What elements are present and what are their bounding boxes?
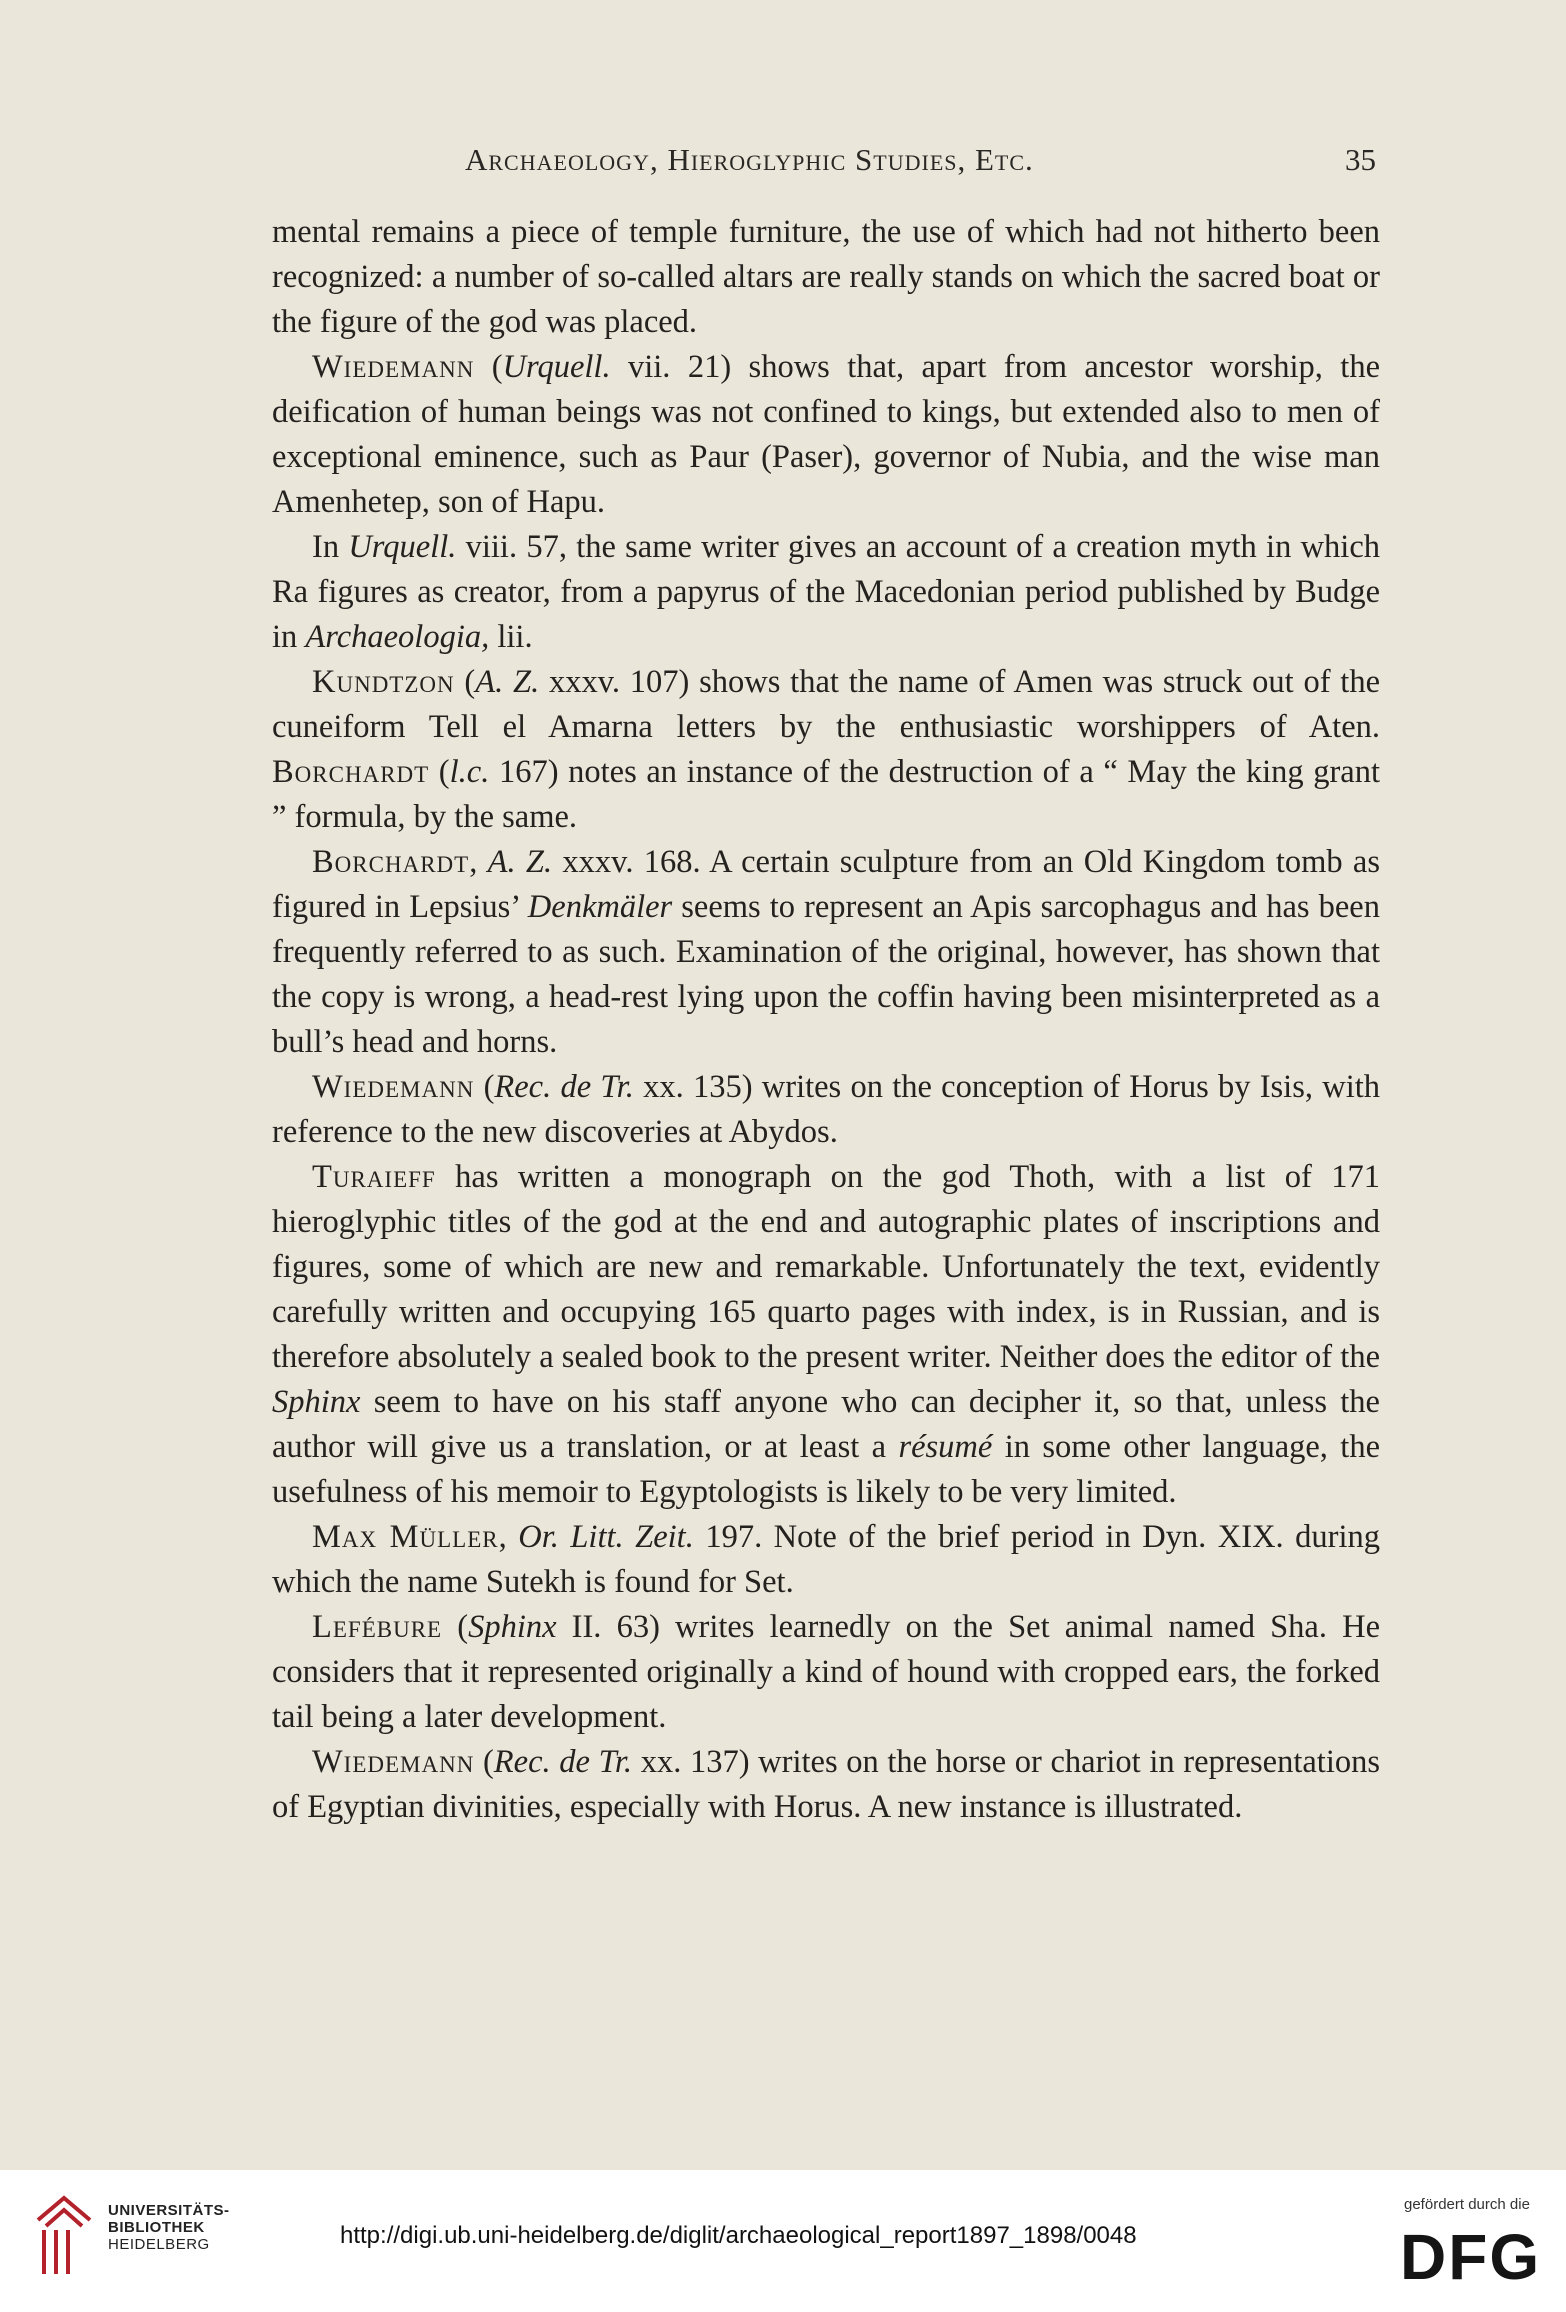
paragraph [272,1065,1380,1155]
italic-citation: A. Z. [475,664,540,700]
text-run: seem to have on his staff anyone who can decipher it, so that, unless the author will give us a translation, or at least a [272,1384,1380,1465]
page-number: 35 [1345,142,1376,177]
author-name: Lefébure [312,1609,443,1645]
author-name: Borchardt [312,844,470,880]
italic-citation: Sphinx [468,1609,557,1645]
body-text [272,210,1380,1830]
footer [0,2170,1566,2312]
text-run: ( [474,349,503,385]
italic-citation: Archaeologia, [305,619,490,655]
paragraph [272,1155,1380,1515]
library-name-line-3: HEIDELBERG [108,2236,210,2253]
funding-caption: gefördert durch die [1404,2196,1530,2213]
paragraph [272,660,1380,840]
library-logo-icon [30,2190,100,2280]
paragraph [272,210,1380,345]
library-name-line-2: BIBLIOTHEK [108,2219,205,2236]
author-name: Borchardt [272,754,430,790]
running-title: Archaeology, Hieroglyphic Studies, Etc. [465,142,1034,177]
italic-citation: A. Z. [487,844,553,880]
author-name: Turaieff [312,1159,436,1195]
text-run: in some other language, the usefulness of his memoir to Egyptologists is likely to be very limited. [272,1429,1381,1510]
text-run: xxxv. 168. A certain sculpture from an Old Kingdom tomb as figured in Lepsius’ [272,844,1381,925]
author-name: Wiedemann [312,1744,475,1780]
italic-citation: Sphinx [272,1384,361,1420]
text-run: seems to represent an Apis sarcophagus and has been frequently referred to as such. Examination of the original, however, has shown that the copy is wrong, a head-rest lying upon the coffin having been misinterpreted as a bull’s head and horns. [272,889,1380,1060]
author-name: Wiedemann [312,1069,475,1105]
library-name [108,2202,230,2253]
text-run: ( [429,754,450,790]
text-run: , [469,844,488,880]
text-run: ( [474,1744,494,1780]
text-run: , [498,1519,519,1555]
text-run: has written a monograph on the god Thoth, with a list of 171 hieroglyphic titles of the god at the end and autographic plates of inscriptions and figures, some of which are new and remarkable. Unfortunately the text, evidently carefully written and occupying 165 quarto pages with index, is in Russian, and is therefore absolutely a sealed book to the present writer. Neither does the editor of the [272,1159,1380,1375]
author-name: Kundtzon [312,664,455,700]
italic-citation: Urquell. [502,349,611,385]
text-run: xx. 137) writes on the horse or chariot in representations of Egyptian divinities, especially with Horus. A new instance is illustrated. [272,1744,1380,1825]
paragraph [272,1605,1380,1740]
italic-citation: Rec. de Tr. [494,1069,634,1105]
text-run: viii. 57, the same writer gives an account of a creation myth in which Ra figures as creator, from a papyrus of the Macedonian period published by Budge in [272,529,1381,655]
paragraph [272,1740,1380,1830]
library-name-line-1: UNIVERSITÄTS- [108,2202,230,2219]
text-run: vii. 21) shows that, apart from ancestor worship, the deification of human beings was not confined to kings, but extended also to men of exceptional eminence, such as Paur (Paser), governor of Nubia, and the wise man Amenhetep, son of Hapu. [272,349,1381,520]
text-run: 167) notes an instance of the destruction of a “ May the king grant ” formula, by the same. [272,754,1380,835]
text-run: II. 63) writes learnedly on the Set animal named Sha. He considers that it represented originally a kind of hound with cropped ears, the forked tail being a later development. [272,1609,1381,1735]
source-url-link[interactable]: http://digi.ub.uni-heidelberg.de/diglit/archaeological_report1897_1898/0048 [340,2222,1137,2249]
paragraph [272,345,1380,525]
author-name: Max Müller [312,1519,499,1555]
text-run: xx. 135) writes on the conception of Horus by Isis, with reference to the new discoveries at Abydos. [272,1069,1381,1150]
italic-citation: Urquell. [348,529,457,565]
text-run: lii. [489,619,533,655]
italic-citation: Rec. de Tr. [493,1744,633,1780]
paragraph [272,1515,1380,1605]
text-run: ( [474,1069,495,1105]
text-run: 197. Note of the brief period in Dyn. XIX. during which the name Sutekh is found for Set. [272,1519,1381,1600]
paragraph [272,840,1380,1065]
running-header [270,142,1390,186]
text-run: In [312,529,349,565]
text-run: ( [454,664,476,700]
italic-citation: résumé [898,1429,993,1465]
paragraph [272,525,1380,660]
text-run: mental remains a piece of temple furniture, the use of which had not hitherto been recognized: a number of so-called altars are really stands on which the sacred boat or the figure of the god was placed. [272,214,1380,340]
dfg-logo: DFG [1400,2221,1542,2293]
text-run: ( [442,1609,469,1645]
text-run: xxxv. 107) shows that the name of Amen was struck out of the cuneiform Tell el Amarna letters by the enthusiastic worshippers of Aten. [272,664,1380,745]
italic-citation: l.c. [449,754,490,790]
italic-citation: Or. Litt. Zeit. [518,1519,694,1555]
author-name: Wiedemann [312,349,475,385]
italic-citation: Denkmäler [527,889,673,925]
